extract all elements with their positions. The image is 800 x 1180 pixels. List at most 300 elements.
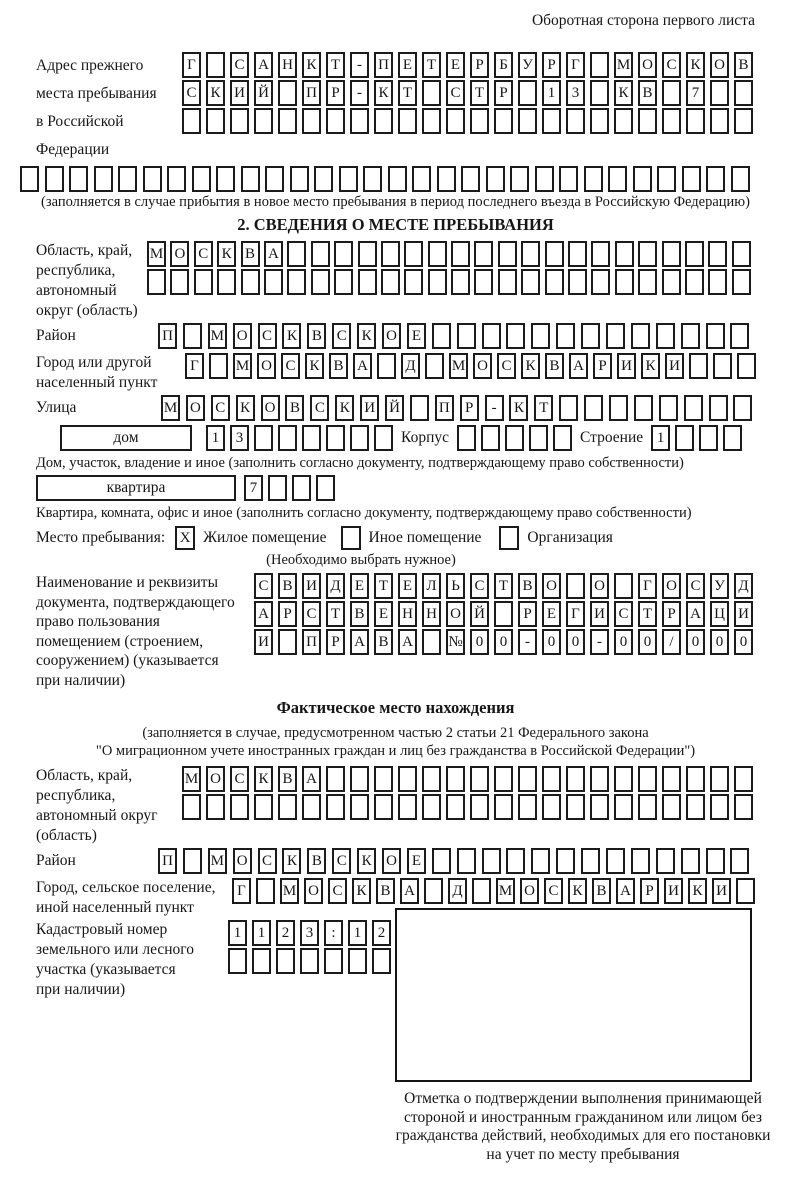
- char-box: Р: [326, 80, 345, 106]
- char-box: [147, 269, 166, 295]
- actual-region-row-2: [182, 794, 753, 820]
- char-box: [381, 241, 400, 267]
- char-box: [316, 475, 335, 501]
- stay-type-label: Место пребывания:: [36, 529, 166, 546]
- char-box: С: [328, 878, 347, 904]
- char-box: [518, 80, 537, 106]
- char-box: [606, 323, 625, 349]
- char-box: И: [665, 353, 684, 379]
- city-label-line: Город или другой: [36, 354, 152, 371]
- char-box: [143, 166, 162, 192]
- actual-location-title: Фактическое место нахождения: [276, 698, 515, 717]
- actual-district-block: [36, 848, 755, 876]
- char-box: [374, 108, 393, 134]
- prev-address-label-line: Адрес прежнего: [36, 57, 144, 74]
- char-box: К: [217, 241, 236, 267]
- char-box: Р: [518, 601, 537, 627]
- korpus-cells: [457, 425, 572, 451]
- street-block: [36, 395, 755, 423]
- region-label-line: автономный: [36, 282, 117, 299]
- document-label-line: сооружением) (указывается: [36, 652, 219, 669]
- char-box: А: [616, 878, 635, 904]
- char-box: [662, 80, 681, 106]
- char-box: [686, 794, 705, 820]
- char-box: [631, 323, 650, 349]
- char-box: О: [382, 848, 401, 874]
- char-box: [542, 766, 561, 792]
- char-box: [374, 425, 393, 451]
- char-box: [535, 166, 554, 192]
- char-box: Н: [278, 52, 297, 78]
- prev-address-label: [36, 52, 182, 164]
- char-box: [183, 848, 202, 874]
- char-box: [404, 241, 423, 267]
- char-box: В: [329, 353, 348, 379]
- char-box: К: [236, 395, 255, 421]
- char-box: Р: [542, 52, 561, 78]
- char-box: [206, 52, 225, 78]
- stay-type-checkbox-other: [341, 526, 361, 550]
- char-box: Р: [326, 629, 345, 655]
- char-box: 3: [566, 80, 585, 106]
- char-box: -: [350, 80, 369, 106]
- char-box: М: [233, 353, 252, 379]
- char-box: О: [170, 241, 189, 267]
- prev-address-row-2: [182, 80, 753, 106]
- char-box: М: [208, 848, 227, 874]
- char-box: [531, 323, 550, 349]
- char-box: К: [641, 353, 660, 379]
- char-box: [708, 241, 727, 267]
- char-box: С: [258, 323, 277, 349]
- char-box: [662, 794, 681, 820]
- actual-region-label: [36, 766, 182, 846]
- char-box: [182, 794, 201, 820]
- char-box: [326, 766, 345, 792]
- char-box: Е: [407, 848, 426, 874]
- char-box: А: [686, 601, 705, 627]
- region-row-1: [147, 241, 751, 267]
- char-box: [518, 794, 537, 820]
- char-box: 1: [542, 80, 561, 106]
- char-box: [358, 269, 377, 295]
- char-box: П: [435, 395, 454, 421]
- char-box: [457, 323, 476, 349]
- apartment-widebox: квартира: [36, 475, 236, 501]
- char-box: [682, 166, 701, 192]
- region-label-line: Область, край,: [36, 242, 133, 259]
- char-box: [531, 848, 550, 874]
- char-box: Д: [734, 573, 753, 599]
- char-box: В: [545, 353, 564, 379]
- char-box: [566, 766, 585, 792]
- prev-address-row-1: [182, 52, 753, 78]
- char-box: [412, 166, 431, 192]
- char-box: [730, 323, 749, 349]
- char-box: [656, 323, 675, 349]
- char-box: М: [496, 878, 515, 904]
- char-box: [118, 166, 137, 192]
- char-box: [216, 166, 235, 192]
- char-box: К: [282, 323, 301, 349]
- char-box: [265, 166, 284, 192]
- char-box: Р: [662, 601, 681, 627]
- char-box: [584, 395, 603, 421]
- actual-location-note-line2: "О миграционном учете иностранных граждан и лиц без гражданства в Российской Федерации"): [95, 743, 696, 759]
- char-box: К: [686, 52, 705, 78]
- char-box: А: [350, 629, 369, 655]
- char-box: В: [278, 766, 297, 792]
- char-box: [684, 395, 703, 421]
- char-box: [568, 269, 587, 295]
- char-box: А: [400, 878, 419, 904]
- char-box: [182, 108, 201, 134]
- char-box: [94, 166, 113, 192]
- char-box: В: [592, 878, 611, 904]
- char-box: [324, 948, 343, 974]
- char-box: [710, 108, 729, 134]
- char-box: -: [590, 629, 609, 655]
- char-box: [566, 108, 585, 134]
- stay-type-row: [36, 526, 755, 550]
- char-box: [217, 269, 236, 295]
- char-box: [566, 794, 585, 820]
- district-label: Район: [36, 327, 76, 344]
- prev-address-note: (заполняется в случае прибытия в новое место пребывания в период последнего въезда в Российскую Федерацию): [41, 194, 750, 210]
- char-box: [710, 766, 729, 792]
- char-box: [230, 794, 249, 820]
- char-box: В: [285, 395, 304, 421]
- char-box: [278, 425, 297, 451]
- char-box: [398, 766, 417, 792]
- char-box: 0: [614, 629, 633, 655]
- char-box: К: [352, 878, 371, 904]
- char-box: О: [520, 878, 539, 904]
- document-rows: [254, 573, 753, 657]
- char-box: [451, 269, 470, 295]
- char-box: [559, 166, 578, 192]
- char-box: 0: [734, 629, 753, 655]
- char-box: [498, 241, 517, 267]
- actual-region-label-line: (область): [36, 827, 97, 844]
- apartment-cells: [244, 475, 335, 501]
- char-box: В: [374, 629, 393, 655]
- char-box: [681, 323, 700, 349]
- char-box: О: [304, 878, 323, 904]
- char-box: [398, 794, 417, 820]
- street-label: Улица: [36, 399, 77, 416]
- char-box: К: [357, 323, 376, 349]
- char-box: [350, 425, 369, 451]
- char-box: -: [350, 52, 369, 78]
- char-box: [713, 353, 732, 379]
- char-box: М: [147, 241, 166, 267]
- char-box: [302, 108, 321, 134]
- char-box: [656, 848, 675, 874]
- char-box: №: [446, 629, 465, 655]
- char-box: [608, 166, 627, 192]
- char-box: И: [590, 601, 609, 627]
- char-box: М: [208, 323, 227, 349]
- page-side-note: Оборотная сторона первого листа: [531, 12, 755, 29]
- prev-address-label-line: места пребывания: [36, 85, 157, 102]
- char-box: [422, 108, 441, 134]
- char-box: С: [211, 395, 230, 421]
- char-box: [734, 794, 753, 820]
- char-box: [556, 323, 575, 349]
- char-box: О: [261, 395, 280, 421]
- char-box: С: [182, 80, 201, 106]
- char-box: [689, 353, 708, 379]
- char-box: [252, 948, 271, 974]
- char-box: [638, 269, 657, 295]
- char-box: С: [332, 323, 351, 349]
- char-box: [732, 241, 751, 267]
- char-box: С: [194, 241, 213, 267]
- char-box: 0: [710, 629, 729, 655]
- char-box: 2: [276, 920, 295, 946]
- char-box: [590, 766, 609, 792]
- char-box: Т: [374, 573, 393, 599]
- char-box: [506, 323, 525, 349]
- region-label: [36, 241, 147, 321]
- char-box: [334, 241, 353, 267]
- char-box: [710, 80, 729, 106]
- char-box: Р: [470, 52, 489, 78]
- char-box: И: [734, 601, 753, 627]
- char-box: [348, 948, 367, 974]
- registration-stamp-caption: [353, 1090, 800, 1164]
- char-box: [614, 573, 633, 599]
- char-box: М: [280, 878, 299, 904]
- char-box: [638, 241, 657, 267]
- char-box: А: [569, 353, 588, 379]
- char-box: Д: [448, 878, 467, 904]
- actual-region-rows: [182, 766, 753, 822]
- char-box: [374, 766, 393, 792]
- char-box: К: [335, 395, 354, 421]
- char-box: [521, 269, 540, 295]
- char-box: М: [161, 395, 180, 421]
- document-label: [36, 573, 254, 690]
- char-box: [542, 794, 561, 820]
- char-box: [428, 269, 447, 295]
- char-box: [432, 848, 451, 874]
- document-label-line: при наличии): [36, 671, 126, 689]
- char-box: Г: [566, 52, 585, 78]
- char-box: Т: [398, 80, 417, 106]
- stay-type-checkbox-organization: [499, 526, 519, 550]
- char-box: [731, 166, 750, 192]
- char-box: С: [544, 878, 563, 904]
- region-label-line: республика,: [36, 262, 116, 279]
- apartment-block: [36, 475, 755, 503]
- stay-type-option-organization: Организация: [527, 529, 613, 546]
- char-box: [615, 241, 634, 267]
- char-box: [709, 395, 728, 421]
- char-box: [556, 848, 575, 874]
- char-box: [363, 166, 382, 192]
- char-box: [437, 166, 456, 192]
- char-box: [241, 269, 260, 295]
- char-box: И: [360, 395, 379, 421]
- char-box: В: [638, 80, 657, 106]
- char-box: [494, 601, 513, 627]
- char-box: [685, 269, 704, 295]
- char-box: О: [233, 848, 252, 874]
- char-box: [470, 766, 489, 792]
- char-box: [230, 108, 249, 134]
- char-box: [634, 395, 653, 421]
- char-box: С: [446, 80, 465, 106]
- char-box: Т: [534, 395, 553, 421]
- char-box: С: [662, 52, 681, 78]
- char-box: [591, 241, 610, 267]
- char-box: [206, 108, 225, 134]
- char-box: [518, 766, 537, 792]
- char-box: Р: [640, 878, 659, 904]
- char-box: [20, 166, 39, 192]
- char-box: [615, 269, 634, 295]
- char-box: С: [302, 601, 321, 627]
- char-box: К: [568, 878, 587, 904]
- char-box: [192, 166, 211, 192]
- char-box: [167, 166, 186, 192]
- char-box: О: [382, 323, 401, 349]
- stay-type-option-residential: Жилое помещение: [203, 529, 327, 546]
- char-box: [69, 166, 88, 192]
- char-box: В: [350, 601, 369, 627]
- char-box: К: [509, 395, 528, 421]
- char-box: [699, 425, 718, 451]
- char-box: [486, 166, 505, 192]
- char-box: 3: [300, 920, 319, 946]
- char-box: П: [302, 80, 321, 106]
- char-box: 0: [470, 629, 489, 655]
- prev-address-row-4: [20, 166, 755, 192]
- house-number-cells: [206, 425, 393, 451]
- stay-type-note: (Необходимо выбрать нужное): [266, 552, 456, 568]
- char-box: [566, 573, 585, 599]
- char-box: Й: [385, 395, 404, 421]
- char-box: К: [206, 80, 225, 106]
- house-note: Дом, участок, владение и иное (заполнить согласно документу, подтверждающему право собственности): [36, 455, 684, 471]
- char-box: [381, 269, 400, 295]
- char-box: Т: [326, 601, 345, 627]
- char-box: [638, 766, 657, 792]
- document-label-line: право пользования: [36, 613, 160, 630]
- char-box: М: [449, 353, 468, 379]
- char-box: [494, 794, 513, 820]
- stamp-caption-line: гражданства действий, необходимых для его постановки: [395, 1127, 771, 1144]
- prev-address-row-3: [182, 108, 753, 134]
- char-box: [254, 425, 273, 451]
- char-box: П: [158, 323, 177, 349]
- char-box: 0: [494, 629, 513, 655]
- document-row-2: [254, 601, 753, 627]
- char-box: В: [518, 573, 537, 599]
- document-label-line: Наименование и реквизиты: [36, 574, 218, 591]
- char-box: [428, 241, 447, 267]
- char-box: Т: [326, 52, 345, 78]
- char-box: [505, 425, 524, 451]
- stamp-caption-line: стороной и иностранным гражданином или лицом без: [404, 1108, 762, 1126]
- char-box: [254, 794, 273, 820]
- char-box: [326, 794, 345, 820]
- char-box: [183, 323, 202, 349]
- char-box: Ц: [710, 601, 729, 627]
- char-box: [461, 166, 480, 192]
- char-box: Т: [422, 52, 441, 78]
- char-box: С: [254, 573, 273, 599]
- stroenie-cells: [651, 425, 742, 451]
- char-box: [311, 241, 330, 267]
- char-box: [377, 353, 396, 379]
- actual-region-label-line: республика,: [36, 787, 116, 804]
- char-box: [451, 241, 470, 267]
- char-box: [388, 166, 407, 192]
- char-box: С: [470, 573, 489, 599]
- char-box: Е: [407, 323, 426, 349]
- char-box: С: [281, 353, 300, 379]
- char-box: С: [230, 52, 249, 78]
- char-box: Е: [374, 601, 393, 627]
- char-box: [494, 108, 513, 134]
- char-box: С: [230, 766, 249, 792]
- city-label: [36, 353, 185, 393]
- char-box: Н: [398, 601, 417, 627]
- char-box: [446, 766, 465, 792]
- char-box: В: [307, 848, 326, 874]
- char-box: К: [302, 52, 321, 78]
- char-box: И: [302, 573, 321, 599]
- stamp-caption-line: на учет по месту пребывания: [486, 1145, 680, 1163]
- stroenie-label: Строение: [580, 429, 644, 446]
- region-block: [36, 241, 755, 321]
- char-box: [730, 848, 749, 874]
- char-box: [708, 269, 727, 295]
- char-box: [734, 766, 753, 792]
- char-box: -: [518, 629, 537, 655]
- char-box: Р: [593, 353, 612, 379]
- char-box: [290, 166, 309, 192]
- char-box: [545, 269, 564, 295]
- korpus-label: Корпус: [401, 429, 449, 446]
- char-box: [614, 766, 633, 792]
- char-box: 0: [542, 629, 561, 655]
- actual-city-label-line: Город, сельское поселение,: [36, 879, 216, 896]
- char-box: [559, 395, 578, 421]
- actual-district-label: Район: [36, 852, 76, 869]
- char-box: С: [614, 601, 633, 627]
- prev-address-label-line: Федерации: [36, 141, 110, 158]
- char-box: С: [497, 353, 516, 379]
- char-box: [631, 848, 650, 874]
- char-box: [482, 323, 501, 349]
- char-box: К: [614, 80, 633, 106]
- actual-city-label: [36, 878, 232, 918]
- char-box: [292, 475, 311, 501]
- char-box: К: [688, 878, 707, 904]
- house-widebox: дом: [60, 425, 192, 451]
- char-box: [398, 108, 417, 134]
- char-box: [662, 766, 681, 792]
- prev-address-label-line: в Российской: [36, 113, 124, 130]
- registration-stamp-box: [395, 908, 752, 1082]
- char-box: А: [254, 601, 273, 627]
- char-box: Г: [185, 353, 204, 379]
- char-box: Е: [350, 573, 369, 599]
